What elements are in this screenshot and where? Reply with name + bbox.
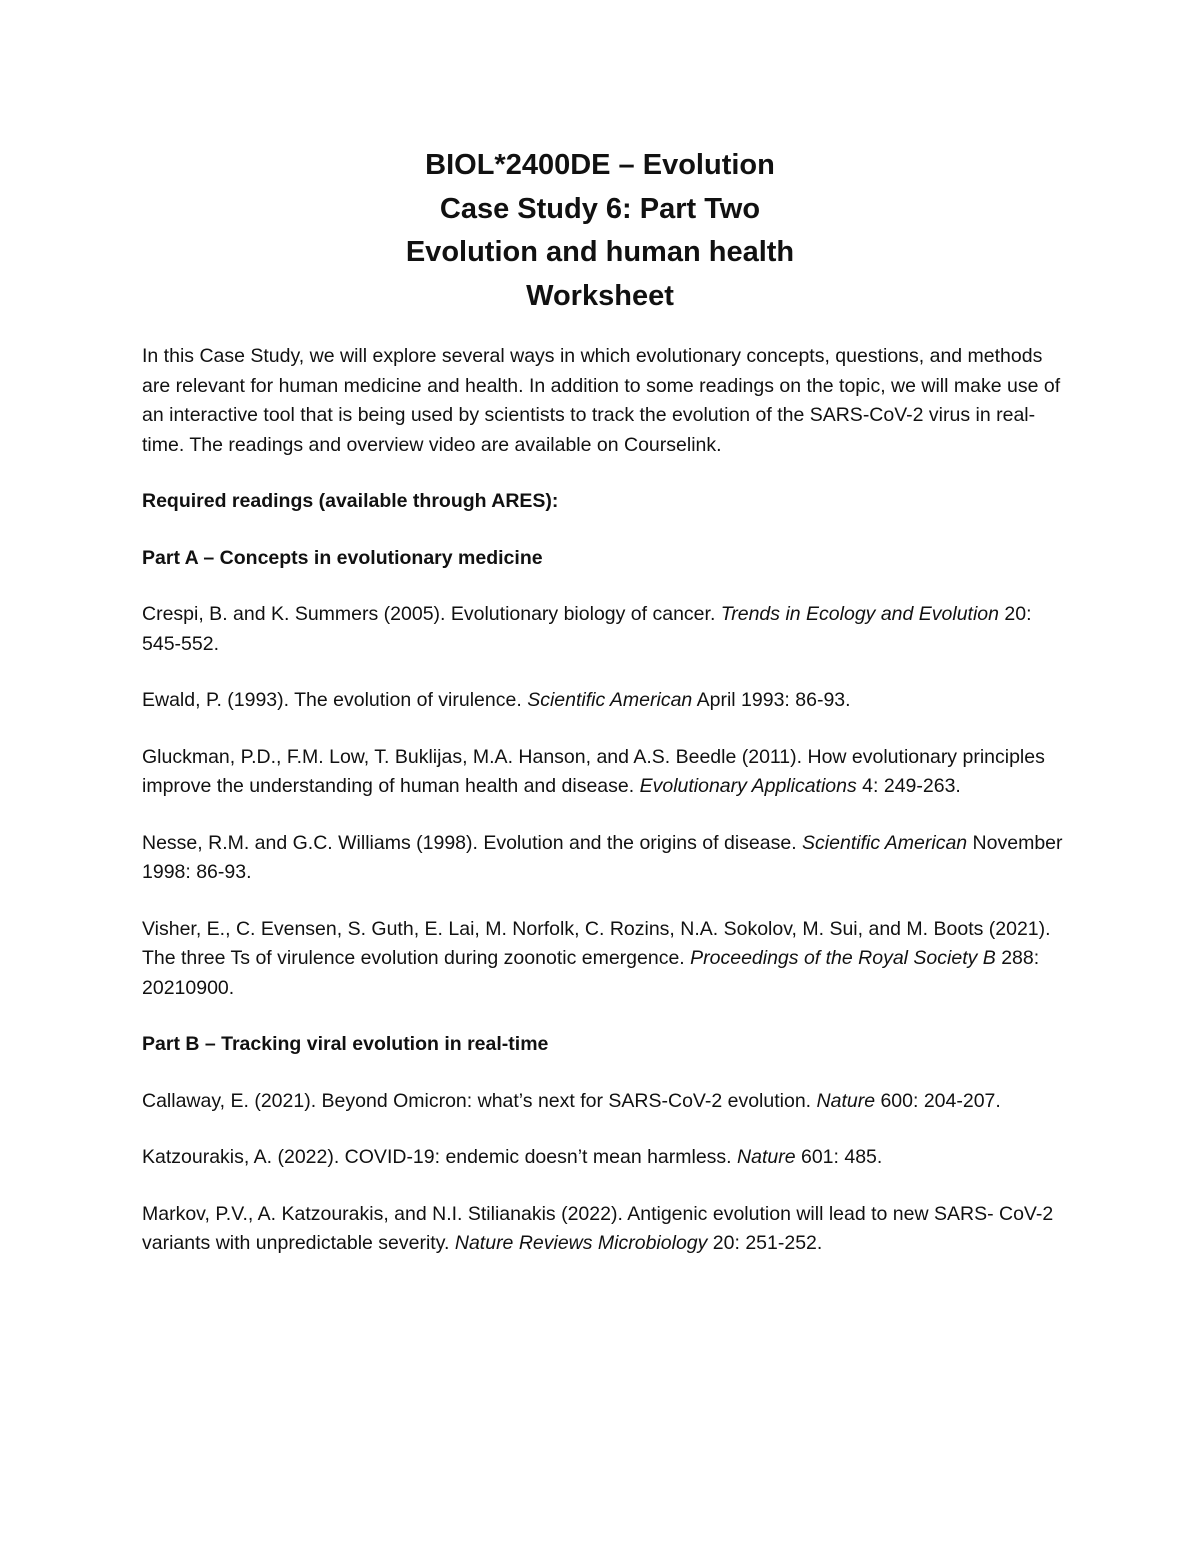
reference-markov: Markov, P.V., A. Katzourakis, and N.I. Stilianakis (2022). Antigenic evolution will lead to new SARS- CoV-2 variants with unpredictable severity. Nature Reviews Microbiology 20: 251-252. (142, 1202, 1054, 1254)
journal-name: Proceedings of the Royal Society B (690, 947, 996, 969)
reference-nesse: Nesse, R.M. and G.C. Williams (1998). Evolution and the origins of disease. Scientific American November 1998: 86-93. (142, 831, 1063, 883)
journal-name: Nature (737, 1146, 796, 1168)
journal-name: Scientific American (527, 689, 693, 711)
journal-name: Nature (816, 1089, 876, 1112)
reference-ewald: Ewald, P. (1993). The evolution of virulence. Scientific American April 1993: 86-93. (142, 689, 851, 711)
journal-name: Trends in Ecology and Evolution (720, 603, 999, 625)
part-b-heading: Part B – Tracking viral evolution in real-time (142, 1033, 549, 1055)
reference-gluckman: Gluckman, P.D., F.M. Low, T. Buklijas, M.A. Hanson, and A.S. Beedle (2011). How evolutionary principles improve the understanding of human health and disease. Evolutionary Applications 4: 249-263. (142, 745, 1045, 797)
part-a-heading: Part A – Concepts in evolutionary medicine (142, 546, 543, 569)
worksheet-title: Worksheet (526, 279, 674, 312)
course-title: BIOL*2400DE – Evolution (425, 149, 775, 181)
reference-visher: Visher, E., C. Evensen, S. Guth, E. Lai, M. Norfolk, C. Rozins, N.A. Sokolov, M. Sui, and M. Boots (2021). The three Ts of virulence evolution during zoonotic emergence. Proceedings of the Royal Society B 288: 20210900. (142, 917, 1051, 999)
document-title (0, 144, 1200, 318)
reference-callaway: Callaway, E. (2021). Beyond Omicron: what’s next for SARS-CoV-2 evolution. Nature 600: 204-207. (142, 1089, 1001, 1112)
reference-crespi: Crespi, B. and K. Summers (2005). Evolutionary biology of cancer. Trends in Ecology and Evolution 20: 545-552. (142, 603, 1032, 655)
required-readings-heading: Required readings (available through ARES): (142, 490, 559, 512)
case-study-title: Case Study 6: Part Two (439, 192, 761, 225)
topic-title: Evolution and human health (405, 236, 795, 268)
intro-paragraph: In this Case Study, we will explore several ways in which evolutionary concepts, questions, and methods are relevant for human medicine and health. In addition to some readings on the topic, we will make use of an interactive tool that is being used by scientists to track the evolution of the SARS-CoV-2 virus in real-time. The readings and overview video are available on Courselink. (142, 345, 1061, 456)
journal-name: Evolutionary Applications (639, 775, 857, 797)
reference-katzourakis: Katzourakis, A. (2022). COVID-19: endemic doesn’t mean harmless. Nature 601: 485. (142, 1146, 883, 1168)
journal-name: Scientific American (802, 831, 968, 854)
document-body (142, 342, 1067, 1259)
journal-name: Nature Reviews Microbiology (454, 1232, 708, 1254)
